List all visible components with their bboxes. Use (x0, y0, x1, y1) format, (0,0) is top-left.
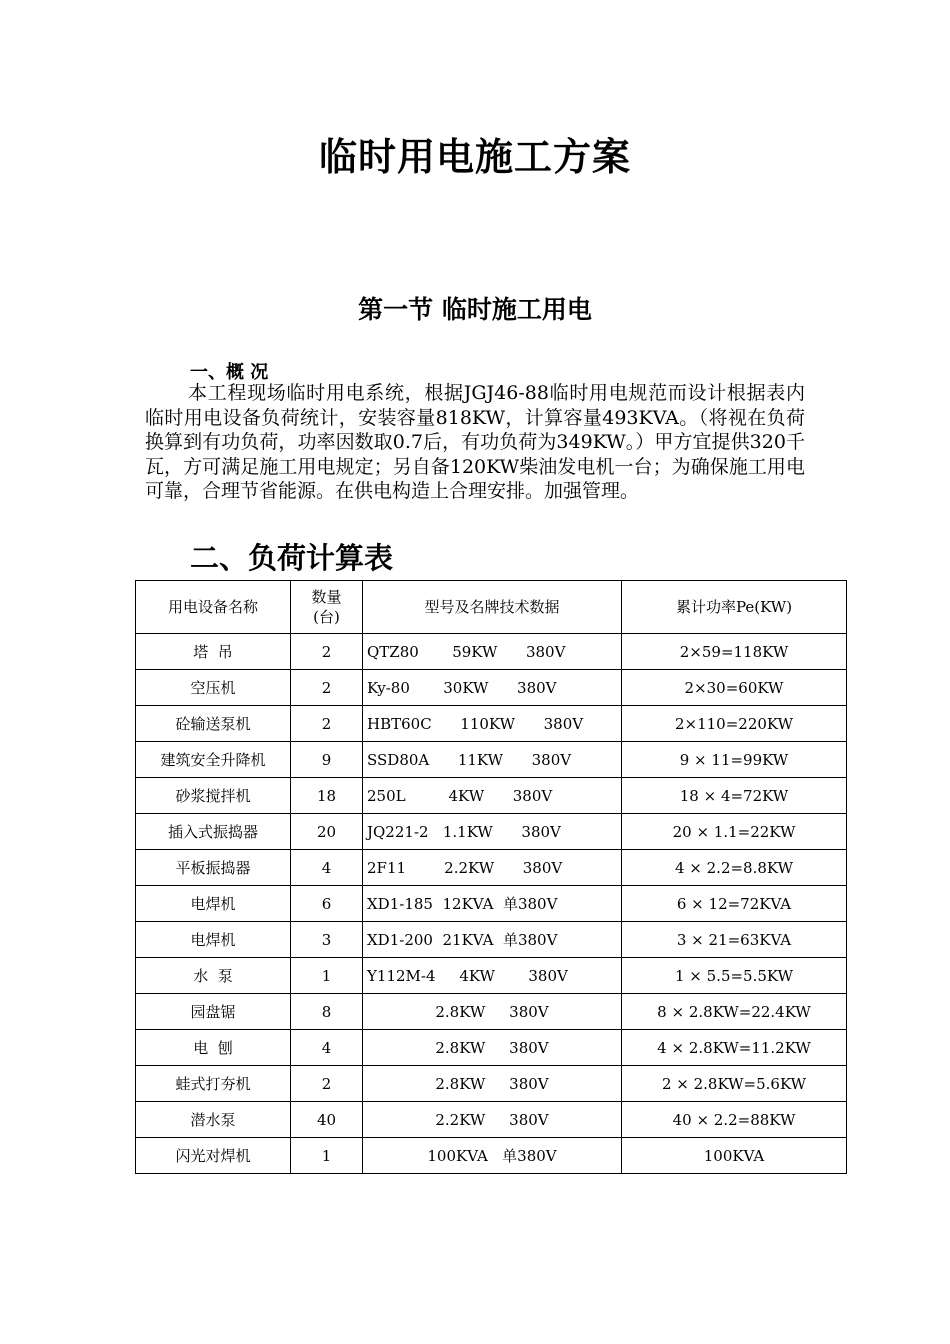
total-power-cell: 2 × 2.8KW=5.6KW (622, 1066, 847, 1102)
quantity-cell: 1 (291, 1138, 363, 1174)
quantity-cell: 4 (291, 850, 363, 886)
quantity-cell: 1 (291, 958, 363, 994)
table-row (136, 1102, 847, 1138)
header-quantity: 数量 (台) (291, 581, 363, 634)
total-power-cell: 4 × 2.2=8.8KW (622, 850, 847, 886)
quantity-cell: 2 (291, 1066, 363, 1102)
table-row (136, 706, 847, 742)
spec-cell: 2.2KW 380V (363, 1102, 622, 1138)
spec-cell: HBT60C 110KW 380V (363, 706, 622, 742)
total-power-cell: 2×30=60KW (622, 670, 847, 706)
section-title: 第一节 临时施工用电 (358, 295, 592, 324)
spec-cell: SSD80A 11KW 380V (363, 742, 622, 778)
equipment-name-cell: 平板振捣器 (136, 850, 291, 886)
table-row (136, 994, 847, 1030)
table-row (136, 1030, 847, 1066)
quantity-cell: 2 (291, 634, 363, 670)
document-title: 临时用电施工方案 (318, 135, 631, 179)
spec-cell: 250L 4KW 380V (363, 778, 622, 814)
quantity-cell: 6 (291, 886, 363, 922)
header-total-power: 累计功率Pe(KW) (622, 581, 847, 634)
table-row (136, 778, 847, 814)
total-power-cell: 4 × 2.8KW=11.2KW (622, 1030, 847, 1066)
table-row (136, 634, 847, 670)
total-power-cell: 8 × 2.8KW=22.4KW (622, 994, 847, 1030)
table-row (136, 1066, 847, 1102)
spec-cell: 100KVA 单380V (363, 1138, 622, 1174)
equipment-name-cell: 砼输送泵机 (136, 706, 291, 742)
quantity-cell: 9 (291, 742, 363, 778)
total-power-cell: 6 × 12=72KVA (622, 886, 847, 922)
equipment-name-cell: 蛙式打夯机 (136, 1066, 291, 1102)
quantity-cell: 4 (291, 1030, 363, 1066)
equipment-name-cell: 砂浆搅拌机 (136, 778, 291, 814)
total-power-cell: 2×59=118KW (622, 634, 847, 670)
header-equipment-name: 用电设备名称 (136, 581, 291, 634)
equipment-name-cell: 塔 吊 (136, 634, 291, 670)
table-row (136, 1138, 847, 1174)
table-row (136, 742, 847, 778)
equipment-name-cell: 建筑安全升降机 (136, 742, 291, 778)
total-power-cell: 100KVA (622, 1138, 847, 1174)
total-power-cell: 3 × 21=63KVA (622, 922, 847, 958)
spec-cell: 2.8KW 380V (363, 994, 622, 1030)
quantity-cell: 2 (291, 706, 363, 742)
table-body (136, 634, 847, 1174)
overview-paragraph: 本工程现场临时用电系统，根据JGJ46-88临时用电规范而设计根据表内临时用电设备负荷统计，安装容量818KW，计算容量493KVA。（将视在负荷换算到有功负荷，功率因数取0.7后，有功负荷为349KW。）甲方宜提供320千瓦，方可满足施工用电规定；另自备120KW柴油发电机一台；为确保施工用电可靠，合理节省能源。在供电构造上合理安排。加强管理。 (145, 382, 805, 502)
table-row (136, 922, 847, 958)
equipment-name-cell: 闪光对焊机 (136, 1138, 291, 1174)
total-power-cell: 2×110=220KW (622, 706, 847, 742)
quantity-cell: 2 (291, 670, 363, 706)
quantity-cell: 8 (291, 994, 363, 1030)
quantity-cell: 18 (291, 778, 363, 814)
table-row (136, 814, 847, 850)
overview-heading: 一、概 况 (190, 362, 269, 383)
total-power-cell: 9 × 11=99KW (622, 742, 847, 778)
equipment-name-cell: 空压机 (136, 670, 291, 706)
spec-cell: XD1-200 21KVA 单380V (363, 922, 622, 958)
spec-cell: Ky-80 30KW 380V (363, 670, 622, 706)
equipment-name-cell: 电焊机 (136, 886, 291, 922)
total-power-cell: 1 × 5.5=5.5KW (622, 958, 847, 994)
equipment-name-cell: 电 刨 (136, 1030, 291, 1066)
equipment-name-cell: 水 泵 (136, 958, 291, 994)
spec-cell: 2.8KW 380V (363, 1030, 622, 1066)
load-calculation-table (135, 580, 847, 1174)
spec-cell: 2F11 2.2KW 380V (363, 850, 622, 886)
header-spec: 型号及名牌技术数据 (363, 581, 622, 634)
table-row (136, 958, 847, 994)
total-power-cell: 20 × 1.1=22KW (622, 814, 847, 850)
spec-cell: QTZ80 59KW 380V (363, 634, 622, 670)
spec-cell: XD1-185 12KVA 单380V (363, 886, 622, 922)
table-row (136, 886, 847, 922)
spec-cell: JQ221-2 1.1KW 380V (363, 814, 622, 850)
quantity-cell: 40 (291, 1102, 363, 1138)
quantity-cell: 20 (291, 814, 363, 850)
spec-cell: Y112M-4 4KW 380V (363, 958, 622, 994)
equipment-name-cell: 电焊机 (136, 922, 291, 958)
spec-cell: 2.8KW 380V (363, 1066, 622, 1102)
total-power-cell: 18 × 4=72KW (622, 778, 847, 814)
quantity-cell: 3 (291, 922, 363, 958)
load-table-heading: 二、负荷计算表 (190, 541, 394, 575)
total-power-cell: 40 × 2.2=88KW (622, 1102, 847, 1138)
equipment-name-cell: 园盘锯 (136, 994, 291, 1030)
equipment-name-cell: 插入式振捣器 (136, 814, 291, 850)
table-row (136, 670, 847, 706)
table-header-row (136, 581, 847, 634)
table-row (136, 850, 847, 886)
equipment-name-cell: 潜水泵 (136, 1102, 291, 1138)
